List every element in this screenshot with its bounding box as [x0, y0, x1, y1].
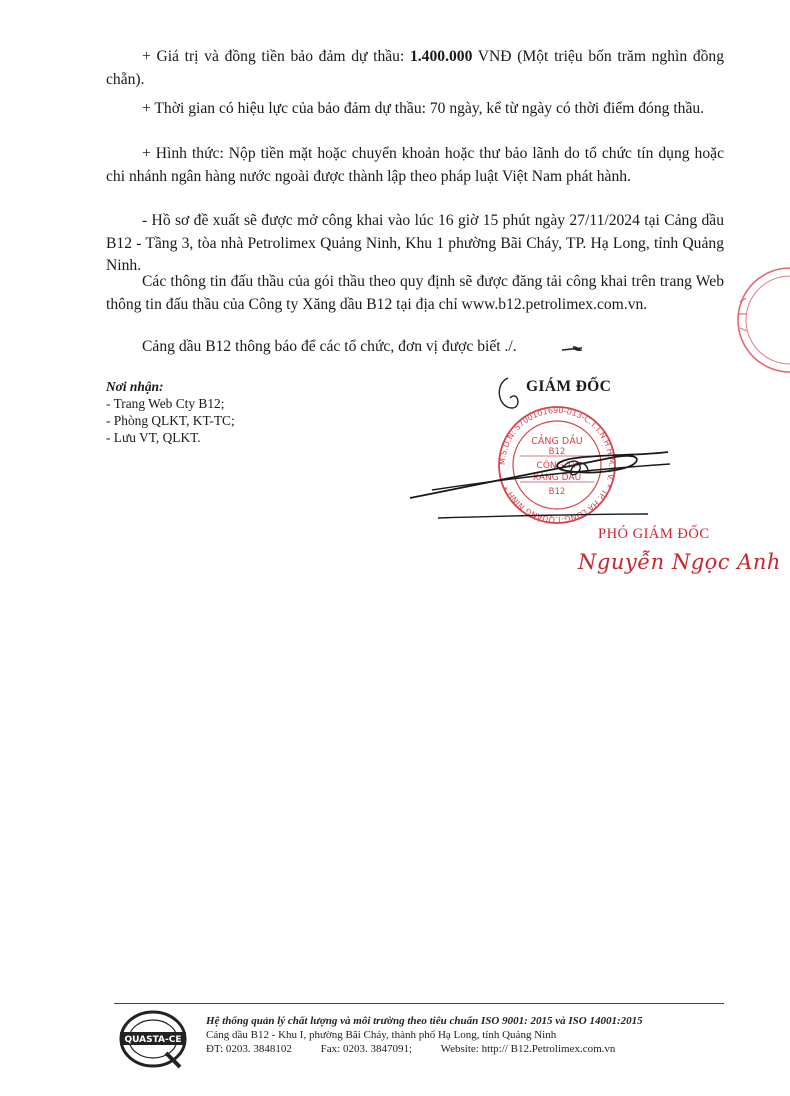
footer-fax: Fax: 0203. 3847091; [320, 1043, 413, 1055]
footer-iso-line: Hệ thống quản lý chất lượng và môi trường theo tiêu chuẩn ISO 9001: 2015 và ISO 14001:2015 [206, 1015, 643, 1027]
footer-address: Cảng dầu B12 - Khu I, phường Bãi Cháy, thành phố Hạ Long, tỉnh Quảng Ninh [206, 1029, 557, 1041]
recipient-item: - Lưu VT, QLKT. [106, 430, 201, 445]
publication-paragraph: Các thông tin đấu thầu của gói thầu theo quy định sẽ được đăng tải công khai trên trang Web thông tin đấu thầu của Công ty Xăng dầu B12 tại địa chỉ www.b12.petrolimex.com.vn. [106, 273, 724, 313]
footer-divider [114, 1003, 724, 1004]
director-title: GIÁM ĐỐC [526, 378, 612, 395]
recipient-item: - Trang Web Cty B12; [106, 396, 225, 411]
recipient-item: - Phòng QLKT, KT-TC; [106, 413, 235, 428]
footer-phone: ĐT: 0203. 3848102 [206, 1043, 292, 1055]
stamp-line-4: XĂNG DẦU [532, 473, 582, 483]
stamp-line-2: B12 [548, 447, 566, 457]
footer-text [206, 1014, 643, 1056]
footer-contacts [206, 1042, 643, 1056]
quasta-logo-icon [118, 1009, 188, 1069]
official-stamp [482, 404, 632, 526]
closing-paragraph: Cảng dầu B12 thông báo để các tổ chức, đơn vị được biết ./. [142, 338, 517, 355]
footer-website[interactable]: Website: http:// B12.Petrolimex.com.vn [440, 1043, 616, 1055]
stamp-ring-text: M.S.D.N: 5700101690-013-C.T.T.N.H.H.M.T.V. * TP. HẠ LONG-T.QUẢNG NINH * [497, 405, 617, 525]
recipients-block [106, 378, 235, 446]
bid-guarantee-form: + Hình thức: Nộp tiền mặt hoặc chuyển khoản hoặc thư bảo lãnh do tổ chức tín dụng hoặc chi nhánh ngân hàng nước ngoài được thành lập theo pháp luật Việt Nam phát hành. [106, 145, 724, 185]
logo-text: QUASTA-CE [124, 1035, 182, 1045]
bid-guarantee-validity: + Thời gian có hiệu lực của bảo đảm dự thầu: 70 ngày, kể từ ngày có thời điểm đóng thầu. [142, 100, 705, 117]
opening-time-paragraph: - Hồ sơ đề xuất sẽ được mở công khai vào lúc 16 giờ 15 phút ngày 27/11/2024 tại Cảng dầu B12 - Tầng 3, tòa nhà Petrolimex Quảng Ninh, Khu 1 phường Bãi Cháy, TP. Hạ Long, tỉnh Quảng Ninh. [106, 212, 724, 274]
side-stamp-fragment [720, 262, 790, 382]
recipients-title: Nơi nhận: [106, 379, 164, 394]
stamp-line-5: B12 [548, 487, 566, 497]
bid-guarantee-value: + Giá trị và đồng tiền bảo đảm dự thầu: 1.400.000 VNĐ (Một triệu bốn trăm nghìn đồng chẵn). [106, 48, 725, 88]
signer-name: Nguyễn Ngọc Anh [578, 550, 781, 574]
stamp-line-3: CÔNG TY [536, 461, 578, 471]
deputy-director-title: PHÓ GIÁM ĐỐC [598, 526, 710, 542]
stamp-line-1: CẢNG DẦU [531, 436, 583, 447]
